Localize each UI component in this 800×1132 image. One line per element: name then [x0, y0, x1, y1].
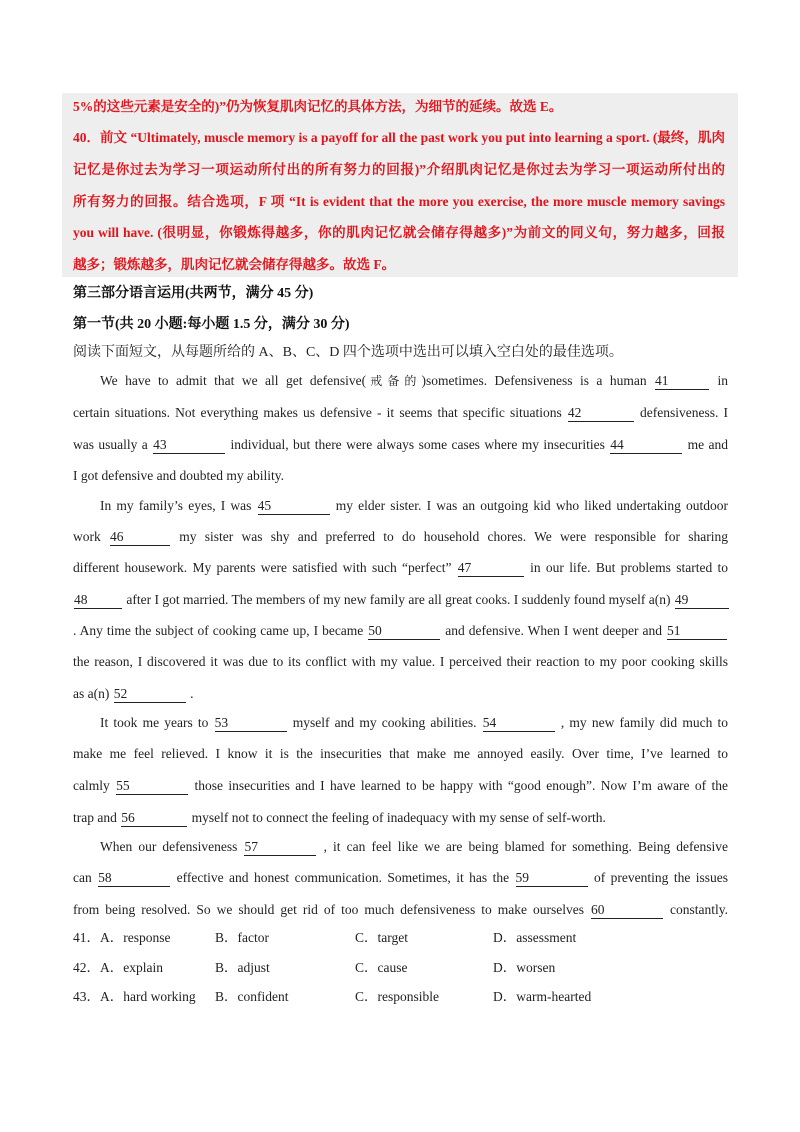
text: my elder sister. I was an outgoing kid who liked undertaking outdoor [335, 498, 729, 513]
passage-line [73, 776, 728, 796]
passage-line [73, 652, 728, 672]
blank-59: 59 [516, 870, 588, 887]
blank-57: 57 [244, 839, 316, 856]
option-b[interactable]: B．confident [215, 989, 289, 1004]
blank-47: 47 [458, 560, 524, 577]
text: In my family’s eyes, I was [100, 498, 252, 513]
passage-line [73, 435, 728, 455]
text: was usually a [73, 437, 148, 452]
text: constantly. [670, 902, 728, 917]
option-a-text: A．explain [100, 960, 163, 975]
option-c[interactable]: C．target [355, 930, 408, 945]
answer-line: 5%的这些元素是安全的)”仍为恢复肌肉记忆的具体方法，为细节的延续。故选 E。 [73, 99, 563, 114]
blank-56: 56 [121, 810, 187, 827]
text: trap and [73, 810, 117, 825]
blank-58: 58 [98, 870, 170, 887]
option-a[interactable] [73, 958, 163, 978]
text: different housework. My parents were satisfied with such “perfect” [73, 560, 452, 575]
blank-55: 55 [116, 778, 188, 795]
text: my sister was shy and preferred to do household chores. We were responsible for sharing [179, 529, 729, 544]
text: of preventing the issues [593, 870, 728, 885]
option-a[interactable] [73, 987, 196, 1007]
blank-46: 46 [110, 529, 170, 546]
text: from being resolved. So we should get rid of too much defensiveness to make ourselves [73, 902, 584, 917]
question-number: 41． [73, 930, 100, 945]
text: certain situations. Not everything makes us defensive - it seems that specific situations [73, 405, 562, 420]
text: after I got married. The members of my new family are all great cooks. I suddenly found myself a(n) [126, 592, 671, 607]
blank-49: 49 [675, 592, 729, 609]
passage-line [73, 900, 728, 920]
text: I got defensive and doubted my ability. [73, 468, 284, 483]
passage-line [73, 868, 728, 888]
text: can [73, 870, 92, 885]
text: myself and my cooking abilities. [292, 715, 477, 730]
option-d[interactable]: D．assessment [493, 930, 577, 945]
option-a-text: A．hard working [100, 989, 196, 1004]
text: as a(n) [73, 686, 110, 701]
answer-line: you will have. (很明显，你锻炼得越多，你的肌肉记忆就会储存得越多)”为前文的同义句，努力越多，回报 [73, 225, 725, 240]
passage-line [73, 558, 728, 578]
text: We have to admit that we all get defensive( [100, 373, 367, 388]
passage-line [73, 621, 728, 641]
blank-45: 45 [258, 498, 330, 515]
text: calmly [73, 778, 110, 793]
blank-43: 43 [153, 437, 225, 454]
passage-line [100, 371, 728, 391]
option-a[interactable] [73, 928, 171, 948]
answer-line: 越多；锻炼越多，肌肉记忆就会储存得越多。故选 F。 [73, 257, 396, 272]
text: It took me years to [100, 715, 209, 730]
text: When our defensiveness [100, 839, 238, 854]
option-b[interactable]: B．adjust [215, 960, 270, 975]
answer-line: 40．前文 “Ultimately, muscle memory is a payoff for all the past work you put into learning a sport. (最终，肌肉 [73, 130, 725, 145]
passage-line [100, 837, 728, 857]
passage-line [73, 527, 728, 547]
passage-line [100, 496, 728, 516]
blank-53: 53 [215, 715, 287, 732]
text: effective and honest communication. Sometimes, it has the [176, 870, 510, 885]
blank-48: 48 [74, 592, 122, 609]
option-d[interactable]: D．warm-hearted [493, 989, 592, 1004]
text: those insecurities and I have learned to be happy with “good enough”. Now I’m aware of the [194, 778, 728, 793]
part-heading: 第三部分语言运用(共两节，满分 45 分) [73, 286, 314, 301]
text: in our life. But problems started to [530, 560, 729, 575]
instruction: 阅读下面短文，从每题所给的 A、B、C、D 四个选项中选出可以填入空白处的最佳选项。 [73, 345, 623, 360]
passage-line [73, 590, 728, 610]
answer-line: 所有努力的回报。结合选项，F 项 “It is evident that the more you exercise, the more muscle memory savings [73, 194, 725, 209]
text: and defensive. When I went deeper and [445, 623, 663, 638]
passage-line [73, 808, 606, 828]
blank-44: 44 [610, 437, 682, 454]
option-c[interactable]: C．cause [355, 960, 408, 975]
answer-line: 记忆是你过去为学习一项运动所付出的所有努力的回报)”介绍肌肉记忆是你过去为学习一项运动所付出的 [73, 162, 725, 177]
text: . Any time the subject of cooking came up, I became [73, 623, 364, 638]
text: in [717, 373, 729, 388]
text: me and [687, 437, 728, 452]
passage-line [73, 684, 193, 704]
text: myself not to connect the feeling of inadequacy with my sense of self-worth. [191, 810, 606, 825]
blank-54: 54 [483, 715, 555, 732]
option-b[interactable]: B．factor [215, 930, 269, 945]
text: 戒备的 [366, 374, 422, 388]
text: )sometimes. Defensiveness is a human [421, 373, 647, 388]
answer-explanation-box [62, 93, 738, 277]
blank-41: 41 [655, 373, 709, 390]
question-number: 43． [73, 989, 100, 1004]
text: defensiveness. I [640, 405, 729, 420]
text: the reason, I discovered it was due to its conflict with my value. I perceived their reaction to my poor cooking skills [73, 654, 728, 669]
text: , my new family did much to [560, 715, 728, 730]
blank-52: 52 [114, 686, 186, 703]
text: work [73, 529, 101, 544]
passage-line [73, 466, 284, 486]
option-a-text: A．response [100, 930, 171, 945]
blank-50: 50 [368, 623, 440, 640]
passage-line [73, 744, 728, 764]
text: , it can feel like we are being blamed for something. Being defensive [323, 839, 729, 854]
text: . [190, 686, 194, 701]
option-c[interactable]: C．responsible [355, 989, 439, 1004]
blank-42: 42 [568, 405, 634, 422]
section-heading: 第一节(共 20 小题:每小题 1.5 分，满分 30 分) [73, 317, 350, 332]
blank-60: 60 [591, 902, 663, 919]
blank-51: 51 [667, 623, 727, 640]
option-d[interactable]: D．worsen [493, 960, 556, 975]
question-number: 42． [73, 960, 100, 975]
text: make me feel relieved. I know it is the insecurities that make me annoyed easily. Over time, I’ve learned to [73, 746, 728, 761]
passage-line [100, 713, 728, 733]
passage-line [73, 403, 728, 423]
text: individual, but there were always some cases where my insecurities [230, 437, 605, 452]
